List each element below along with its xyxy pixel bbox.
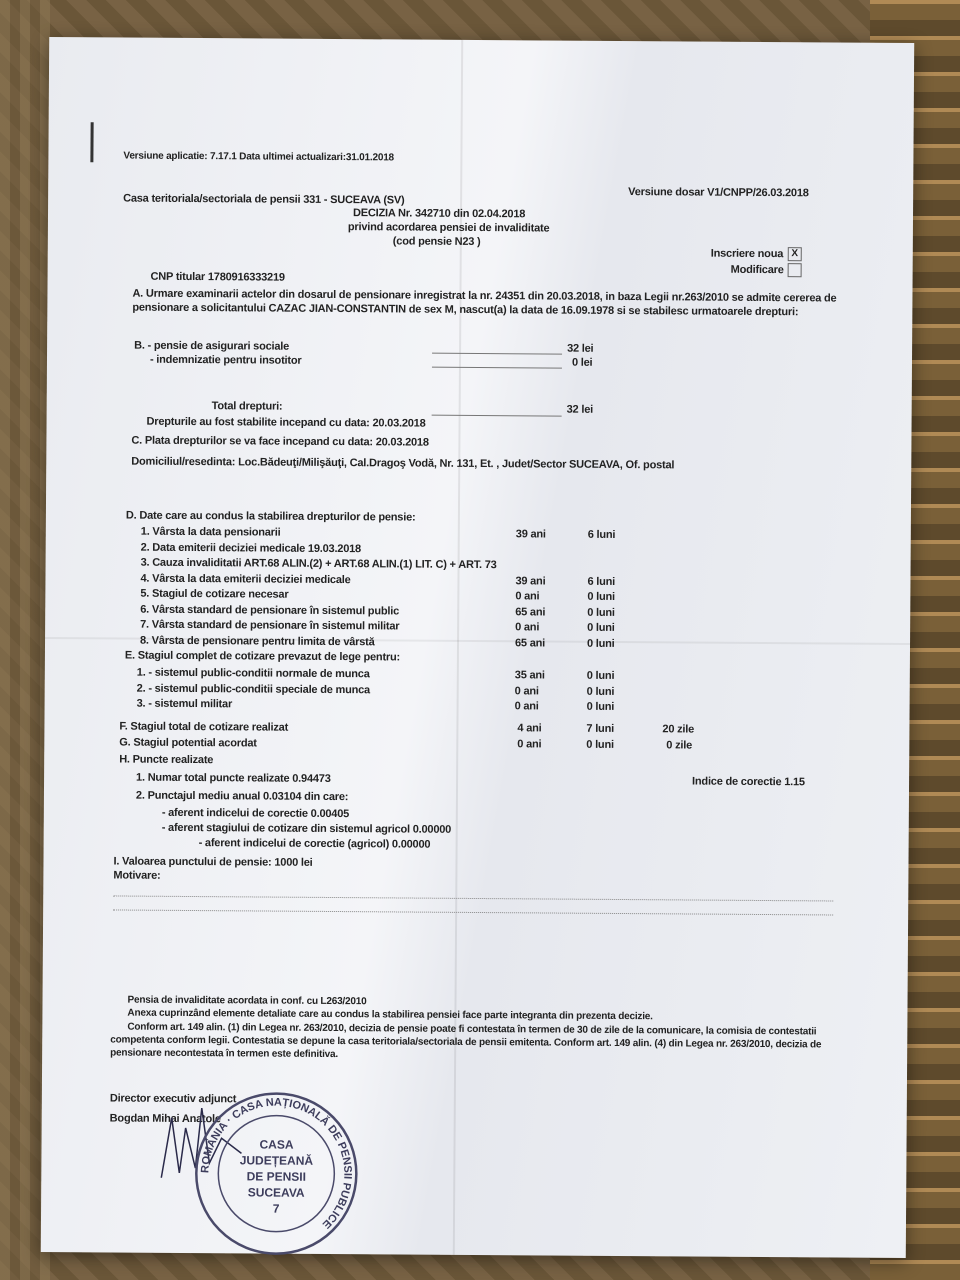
- row-label: 4. Vârsta la data emiterii deciziei medicale: [140, 572, 351, 586]
- row-luni: 0 luni: [587, 590, 615, 603]
- inscriere-checkbox[interactable]: X: [788, 247, 802, 261]
- stamp-outer-text: ROMÂNIA · CASA NAȚIONALĂ DE PENSII PUBLICE: [199, 1096, 354, 1231]
- footer-conform2: competenta conform legii. Contestatia se depune la casa teritoriala/sectoriala de pensii emitenta. Conform art. 149 alin. (4) din Legea nr. 263/2010, decizia de: [110, 1034, 822, 1051]
- stamp-line3: DE PENSII: [246, 1169, 307, 1184]
- row-label: 7. Vârsta standard de pensionare în sistemul militar: [140, 618, 400, 633]
- indice-corectie: Indice de corectie 1.15: [692, 775, 805, 789]
- section-f-label: F. Stagiul total de cotizare realizat: [119, 720, 289, 734]
- row-ani: 35 ani: [514, 669, 545, 682]
- total-drepturi-label: Total drepturi:: [211, 400, 283, 413]
- director-name: Bogdan Mihai Anatole: [109, 1112, 221, 1126]
- section-f-zile: 20 zile: [662, 723, 695, 736]
- row-ani: 65 ani: [515, 605, 546, 618]
- pensie-underline: [432, 353, 562, 355]
- section-b-pensie-label: B. - pensie de asigurari sociale: [134, 339, 290, 353]
- row-label: 2. Data emiterii deciziei medicale 19.03.2018: [140, 541, 362, 555]
- section-d-title: D. Date care au condus la stabilirea drepturilor de pensie:: [125, 509, 416, 524]
- row-luni: 0 luni: [587, 606, 615, 619]
- casa-pensii: Casa teritoriala/sectoriala de pensii 331 - SUCEAVA (SV): [123, 192, 405, 207]
- aferent-indice: - aferent indicelui de corectie 0.00405: [161, 806, 350, 821]
- section-b-indemnizatie-label: - indemnizatie pentru insotitor: [149, 353, 302, 367]
- puncte-realizate: 1. Numar total puncte realizate 0.94473: [136, 771, 331, 785]
- drepturi-stabilite: Drepturile au fost stabilite incepand cu data: 20.03.2018: [146, 415, 426, 430]
- stamp-line5: 7: [272, 1201, 280, 1216]
- row-label: 3. Cauza invaliditatii ART.68 ALIN.(2) + ART.68 ALIN.(1) LIT. C) + ART. 73: [140, 556, 497, 572]
- motivare-label: Motivare:: [113, 869, 161, 882]
- indemnizatie-underline: [432, 367, 562, 369]
- section-a-line1: A. Urmare examinarii actelor din dosarul de pensionare inregistrat la nr. 24351 din 20.03.2018, in baza Legii nr.263/2010 se admite cererea de: [132, 287, 837, 305]
- footer-conform1: Conform art. 149 alin. (1) din Legea nr. 263/2010, decizia de pensie poate fi contestata în termen de 30 de zile de la comunicare, la comisia de contestatii: [127, 1021, 817, 1038]
- stamp-line2: JUDEȚEANĂ: [239, 1153, 314, 1168]
- aferent-indice-agricol: - aferent indicelui de corectie (agricol) 0.00000: [198, 837, 431, 851]
- inscriere-label: Inscriere noua: [710, 247, 784, 261]
- row-label: 8. Vârsta de pensionare pentru limita de vârstă: [140, 634, 375, 648]
- section-g-ani: 0 ani: [517, 738, 542, 751]
- row-luni: 6 luni: [587, 528, 616, 541]
- section-c-domiciliu: Domiciliul/resedinta: Loc.Bădeuţi/Milişăuţi, Cal.Dragoş Vodă, Nr. 131, Et. , Judet/Sector SUCEAVA, Of. postal: [131, 455, 675, 472]
- row-label: 1. Vârsta la data pensionarii: [140, 525, 281, 539]
- footer-pensia: Pensia de invaliditate acordata in conf. cu L263/2010: [127, 994, 367, 1008]
- row-label: 1. - sistemul public-conditii normale de munca: [136, 666, 370, 681]
- punctaj-mediu: 2. Punctajul mediu anual 0.03104 din care:: [135, 789, 349, 804]
- aferent-stagiu-agricol: - aferent stagiului de cotizare din sistemul agricol 0.00000: [161, 821, 452, 836]
- section-b-pensie-value: 32 lei: [567, 342, 594, 355]
- cod-pensie: (cod pensie N23 ): [392, 235, 481, 249]
- section-g-zile: 0 zile: [666, 739, 693, 752]
- official-stamp: [191, 1088, 362, 1259]
- row-label: 6. Vârsta standard de pensionare în sistemul public: [140, 603, 400, 617]
- section-c-plata: C. Plata drepturilor se va face incepand cu data: 20.03.2018: [131, 434, 429, 449]
- row-luni: 0 luni: [586, 637, 615, 650]
- row-ani: 0 ani: [515, 590, 540, 603]
- section-f-luni: 7 luni: [586, 722, 615, 735]
- decizia-title: DECIZIA Nr. 342710 din 02.04.2018: [352, 207, 526, 221]
- row-luni: 6 luni: [587, 575, 616, 588]
- row-luni: 0 luni: [586, 669, 615, 682]
- section-f-ani: 4 ani: [517, 722, 542, 735]
- pension-decision-document: [41, 37, 914, 1258]
- row-luni: 0 luni: [586, 700, 615, 713]
- footer-anexa: Anexa cuprinzând elemente detaliate care au condus la stabilirea pensiei face parte integranta din prezenta decizie.: [127, 1007, 653, 1023]
- row-ani: 39 ani: [515, 528, 546, 541]
- row-ani: 65 ani: [514, 636, 546, 649]
- row-ani: 39 ani: [515, 574, 546, 587]
- section-b-indemnizatie-value: 0 lei: [571, 356, 593, 369]
- row-ani: 0 ani: [515, 621, 540, 634]
- total-underline: [432, 415, 562, 417]
- director-title: Director executiv adjunct: [109, 1092, 237, 1106]
- total-drepturi-value: 32 lei: [566, 403, 594, 416]
- decizia-subject: privind acordarea pensiei de invaliditate: [347, 221, 550, 235]
- modificare-checkbox[interactable]: [788, 263, 802, 277]
- section-e-title: E. Stagiul complet de cotizare prevazut de lege pentru:: [124, 649, 401, 664]
- section-a-line2: pensionare a solicitantului CAZAC JIAN-CONSTANTIN de sex M, nascut(a) la data de 16.09.1978 si se stabilesc urmatoarele drepturi:: [132, 301, 799, 319]
- valoarea-punctului: I. Valoarea punctului de pensie: 1000 lei: [113, 855, 313, 869]
- footer-conform3: pensionare necontestata în termen este definitiva.: [110, 1047, 339, 1061]
- row-ani: 0 ani: [514, 700, 539, 713]
- stamp-line1: CASA: [259, 1137, 294, 1152]
- row-luni: 0 luni: [587, 621, 615, 634]
- section-h-title: H. Puncte realizate: [119, 753, 214, 767]
- cnp-titular: CNP titular 1780916333219: [150, 270, 285, 284]
- row-label: 3. - sistemul militar: [136, 697, 233, 711]
- section-g-luni: 0 luni: [586, 738, 614, 751]
- versiune-dosar: Versiune dosar V1/CNPP/26.03.2018: [628, 186, 809, 200]
- motivare-line-1: [113, 895, 833, 901]
- modificare-label: Modificare: [730, 263, 784, 277]
- row-label: 2. - sistemul public-conditii speciale de munca: [136, 682, 371, 696]
- row-luni: 0 luni: [586, 685, 615, 698]
- section-g-label: G. Stagiul potential acordat: [119, 736, 257, 750]
- motivare-line-2: [113, 909, 833, 915]
- row-label: 5. Stagiul de cotizare necesar: [140, 587, 289, 601]
- stamp-line4: SUCEAVA: [247, 1185, 305, 1200]
- version-app: Versiune aplicatie: 7.17.1 Data ultimei actualizari:31.01.2018: [123, 150, 394, 164]
- row-ani: 0 ani: [514, 684, 539, 697]
- margin-mark: [90, 122, 93, 162]
